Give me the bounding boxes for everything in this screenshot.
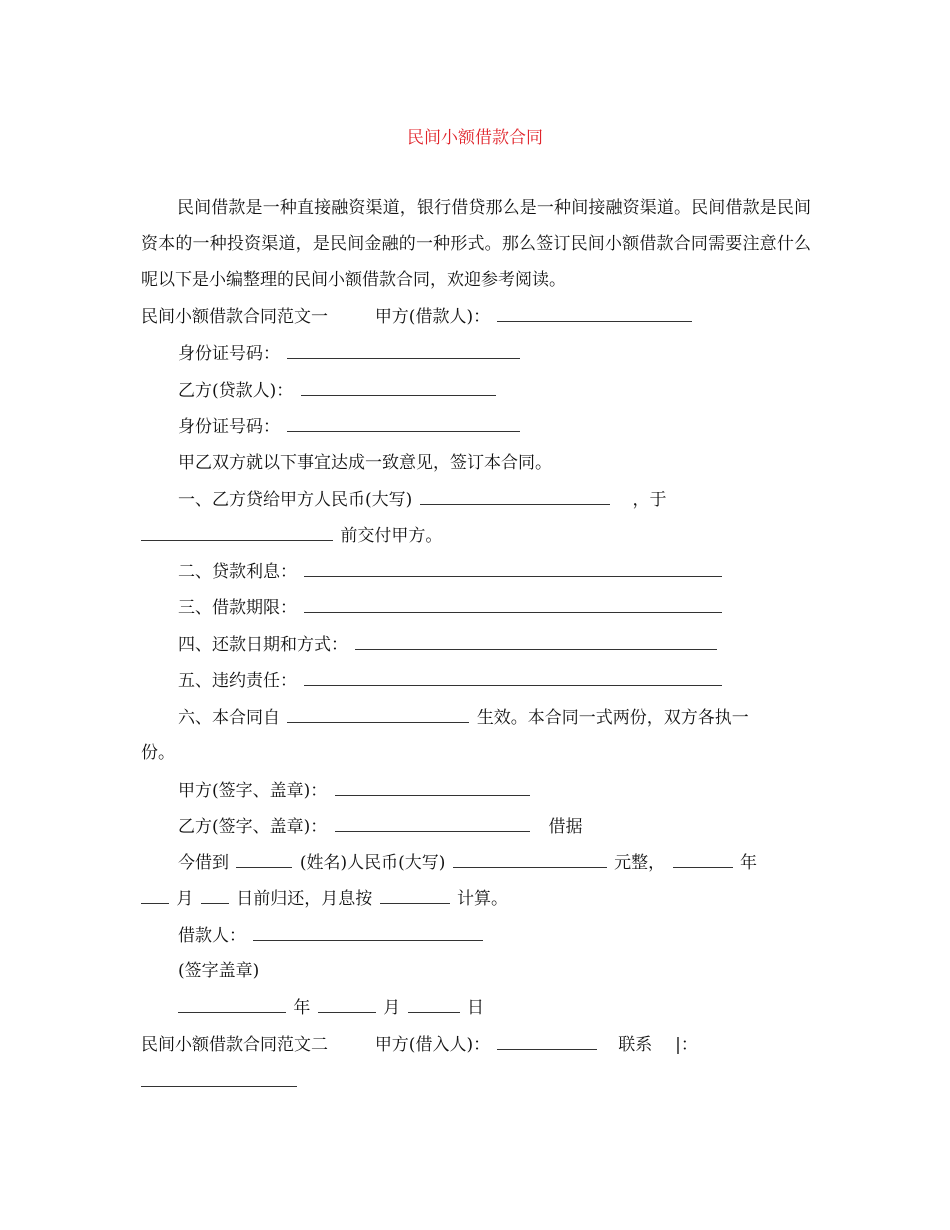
borrower-blank [253, 922, 483, 941]
sign-a-label: 甲方(签字、盖章)： [178, 781, 328, 801]
item1-deliver-label: 前交付甲方。 [340, 526, 443, 546]
item3-blank [304, 594, 722, 613]
item3-label: 三、借款期限： [178, 598, 297, 618]
id-a-line [178, 340, 522, 367]
item1-amount-blank [420, 486, 610, 505]
item4-label: 四、还款日期和方式： [178, 635, 348, 655]
borrower-line [178, 922, 485, 949]
sample2-contact-blank [141, 1068, 297, 1087]
date-year-blank [178, 994, 286, 1013]
date-day-blank [408, 994, 460, 1013]
sign-b-blank [335, 813, 530, 832]
sample1-heading: 民间小额借款合同范文一 [141, 307, 328, 327]
sample2-heading-line [141, 1031, 698, 1058]
receipt-amount-label: (姓名)人民币(大写) [299, 853, 446, 873]
party-a-blank [497, 303, 692, 322]
receipt-month-blank [141, 885, 169, 904]
receipt-interest-blank [380, 885, 450, 904]
item6-effect-text: 生效。本合同一式两份，双方各执一 [476, 708, 749, 728]
agree-line: 甲乙双方就以下事宜达成一致意见，签订本合同。 [178, 453, 552, 473]
receipt-yuan-label: 元整， [614, 853, 666, 873]
receipt-borrowed-label: 今借到 [178, 853, 229, 873]
borrower-label: 借款人： [178, 926, 246, 946]
party-b-line [178, 377, 498, 404]
item6-line [178, 704, 749, 731]
sample2-heading: 民间小额借款合同范文二 [141, 1035, 328, 1055]
item1-cont-line [141, 522, 442, 549]
sample2-cont-line [141, 1068, 299, 1095]
item1-label: 一、乙方贷给甲方人民币(大写) [178, 490, 413, 510]
date-day-label: 日 [467, 998, 485, 1018]
receipt-amount-blank [453, 849, 607, 868]
sample2-contact-colon: |： [675, 1035, 698, 1055]
sign-b-label: 乙方(签字、盖章)： [178, 817, 328, 837]
receipt-due-label: 日前归还，月息按 [236, 889, 373, 909]
item1-when-label: ，于 [632, 490, 667, 510]
date-line [178, 994, 484, 1021]
id-a-blank [287, 340, 520, 359]
date-month-blank [318, 994, 376, 1013]
item6-label: 六、本合同自 [178, 708, 280, 728]
sign-a-blank [335, 777, 530, 796]
item2-label: 二、贷款利息： [178, 562, 297, 582]
item1-line [178, 486, 666, 513]
id-b-line [178, 413, 522, 440]
item5-label: 五、违约责任： [178, 671, 297, 691]
receipt-year-blank [673, 849, 733, 868]
party-b-label: 乙方(贷款人)： [178, 381, 294, 401]
item6-cont-line: 份。 [141, 743, 175, 763]
receipt-line [178, 849, 757, 876]
item3-line [178, 594, 724, 621]
item6-blank [287, 704, 469, 723]
intro-paragraph: 民间借款是一种直接融资渠道，银行借贷那么是一种间接融资渠道。民间借款是民间资本的一种投资渠道，是民间金融的一种形式。那么签订民间小额借款合同需要注意什么呢以下是小编整理的民间小额借款合同，欢迎参考阅读。 [141, 198, 811, 290]
sample2-party-a-blank [497, 1031, 597, 1050]
item5-line [178, 667, 724, 694]
party-b-blank [301, 377, 496, 396]
item2-line [178, 558, 724, 585]
receipt-month-label: 月 [176, 889, 194, 909]
receipt-title: 借据 [548, 817, 583, 837]
item2-blank [304, 558, 722, 577]
id-a-label: 身份证号码： [178, 344, 280, 364]
receipt-calc-label: 计算。 [457, 889, 509, 909]
date-year-label: 年 [293, 998, 311, 1018]
sign-a-line [178, 777, 532, 804]
seal-line: (签字盖章) [178, 961, 260, 981]
id-b-label: 身份证号码： [178, 417, 280, 437]
sample1-heading-line [141, 303, 694, 330]
item1-date-blank [141, 522, 333, 541]
sample2-party-a-label: 甲方(借入人)： [374, 1035, 491, 1055]
receipt-year-label: 年 [739, 853, 757, 873]
document-title: 民间小额借款合同 [407, 128, 543, 148]
receipt-day-blank [201, 885, 229, 904]
party-a-label: 甲方(借款人)： [374, 307, 491, 327]
date-month-label: 月 [383, 998, 401, 1018]
receipt-cont-line [141, 885, 508, 912]
sign-b-line [178, 813, 582, 840]
sample2-contact-label: 联系 [618, 1035, 653, 1055]
item4-blank [355, 631, 717, 650]
receipt-name-blank [236, 849, 292, 868]
id-b-blank [287, 413, 520, 432]
item4-line [178, 631, 719, 658]
item5-blank [304, 667, 722, 686]
